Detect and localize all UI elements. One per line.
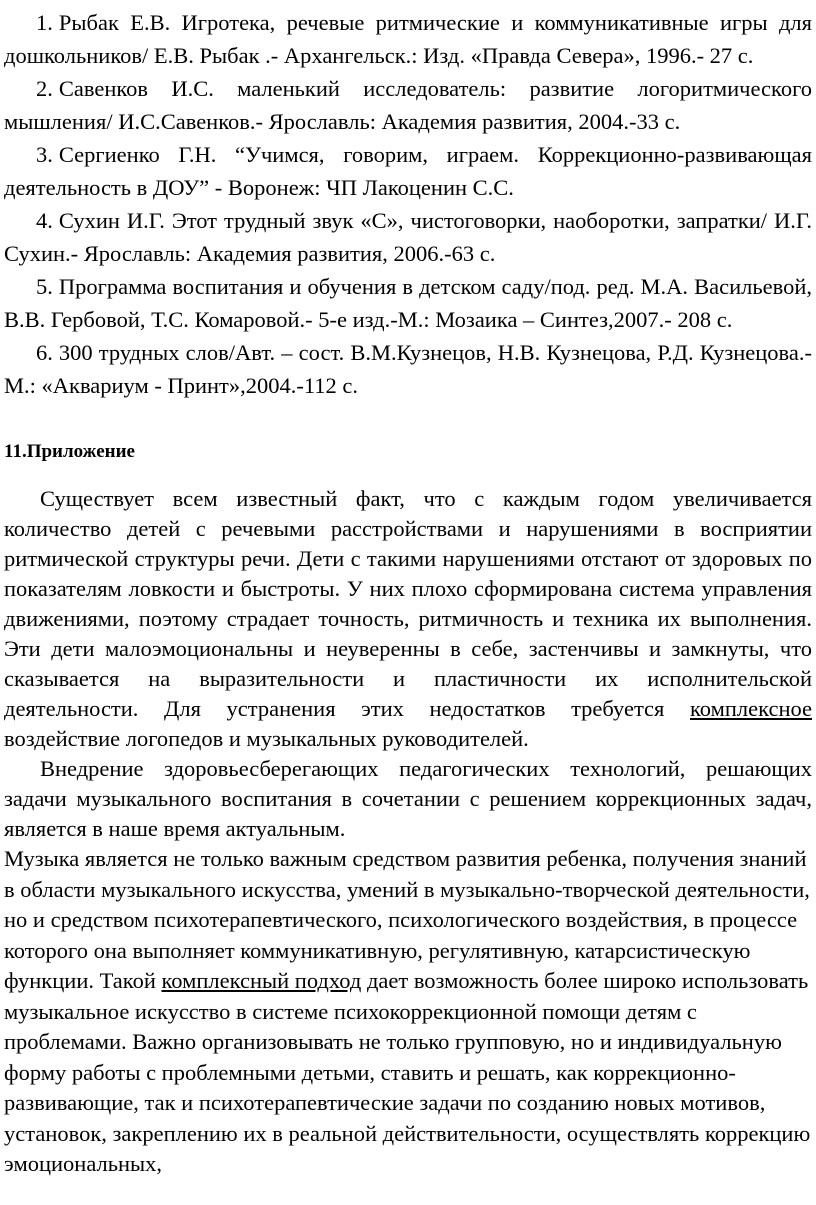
reference-number: 4.: [36, 208, 53, 233]
reference-text: 300 трудных слов/Авт. – сост. В.М.Кузнецов, Н.В. Кузнецова, Р.Д. Кузнецова.- М.: «Аквариум - Принт»,2004.-112 с.: [4, 340, 812, 398]
paragraph-text: дает возможность более широко использовать музыкальное искусство в системе психокоррекционной помощи детям с проблемами. Важно организовывать не только групповую, но и индивидуальную форму работы с проблемными детьми, ставить и решать, как коррекционно-развивающие, так и психотерапевтические задачи по созданию новых мотивов, установок, закреплению их в реальной действительности, осуществлять коррекцию эмоциональных,: [4, 968, 811, 1176]
reference-text: Рыбак Е.В. Игротека, речевые ритмические и коммуникативные игры для дошкольников/ Е.В. Рыбак .- Архангельск.: Изд. «Правда Севера», 1996.- 27 с.: [4, 10, 812, 68]
reference-item: [4, 336, 812, 402]
paragraph-text: Существует всем известный факт, что с каждым годом увеличивается количество детей с речевыми расстройствами и нарушениями в восприятии ритмической структуры речи. Дети с такими нарушениями отстают от здоровых по показателям ловкости и быстроты. У них плохо сформирована система управления движениями, поэтому страдает точность, ритмичность и техника их выполнения. Эти дети малоэмоциональны и неуверенны в себе, застенчивы и замкнуты, что сказывается на выразительности и пластичности их исполнительской деятельности. Для устранения этих недостатков требуется: [4, 486, 812, 721]
reference-number: 3.: [36, 142, 53, 167]
underlined-term: комплексный подход: [161, 968, 362, 993]
reference-number: 6.: [36, 340, 53, 365]
reference-item: [4, 6, 812, 72]
paragraph-text: воздействие логопедов и музыкальных руководителей.: [4, 726, 529, 751]
reference-item: [4, 72, 812, 138]
reference-text: Сергиенко Г.Н. “Учимся, говорим, играем. Коррекционно-развивающая деятельность в ДОУ” - Воронеж: ЧП Лакоценин С.С.: [4, 142, 812, 200]
paragraph-intro: [4, 484, 812, 754]
reference-item: [4, 138, 812, 204]
reference-list: [4, 6, 812, 402]
underlined-term: комплексное: [689, 696, 812, 721]
paragraph-text: Музыка является не только важным средством развития ребенка, получения знаний в области музыкального искусства, умений в музыкально-творческой деятельности, но и средством психотерапевтического, психологического воздействия, в процессе которого она выполняет коммуникативную, регулятивную, катарсистическую функции. Такой: [4, 846, 810, 993]
reference-number: 2.: [36, 76, 53, 101]
reference-number: 1.: [36, 10, 53, 35]
reference-item: [4, 204, 812, 270]
reference-item: [4, 270, 812, 336]
reference-number: 5.: [36, 274, 53, 299]
section-heading: 11.Приложение: [4, 441, 135, 462]
reference-text: Программа воспитания и обучения в детском саду/под. ред. М.А. Васильевой, В.В. Гербовой, Т.С. Комаровой.- 5-е изд.-М.: Мозаика – Синтез,2007.- 208 с.: [4, 274, 812, 332]
reference-text: Савенков И.С. маленький исследователь: развитие логоритмического мышления/ И.С.Савенков.- Ярославль: Академия развития, 2004.-33 с.: [4, 76, 812, 134]
paragraph-technologies: Внедрение здоровьесберегающих педагогических технологий, решающих задачи музыкального воспитания в сочетании с решением коррекционных задач, является в наше время актуальным.: [4, 756, 812, 841]
reference-text: Сухин И.Г. Этот трудный звук «С», чистоговорки, наоборотки, запратки/ И.Г. Сухин.- Ярославль: Академия развития, 2006.-63 с.: [4, 208, 812, 266]
paragraph-music: [4, 844, 812, 1180]
